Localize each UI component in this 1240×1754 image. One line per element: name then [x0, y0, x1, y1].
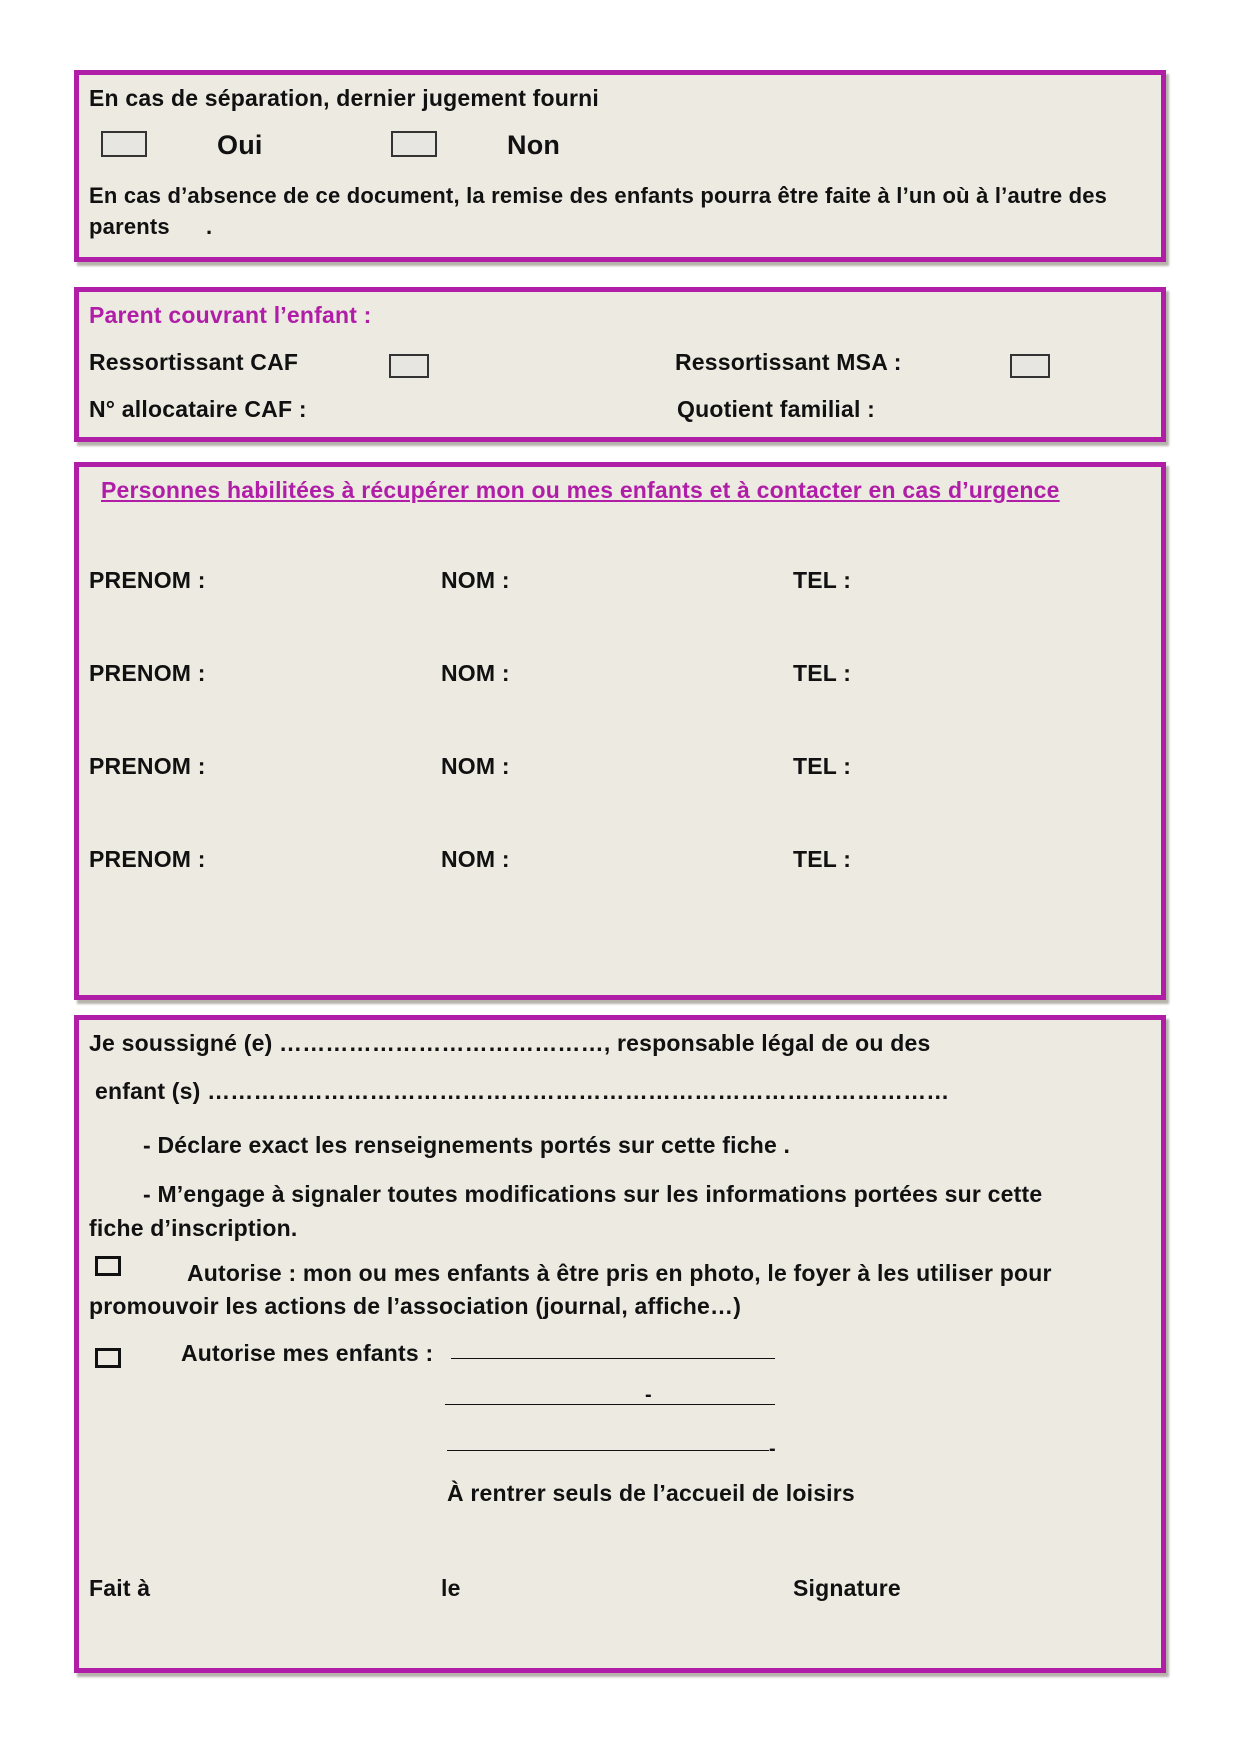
oui-label: Oui — [217, 130, 263, 160]
line-dash: - — [645, 1384, 652, 1406]
quotient-label: Quotient familial : — [677, 396, 876, 422]
prenom-label: PRENOM : — [89, 660, 206, 686]
tel-label: TEL : — [793, 660, 852, 686]
separation-note-line1: En cas d’absence de ce document, la remise des enfants pourra être faite à l’un où à l’autre des — [89, 183, 1108, 208]
msa-checkbox[interactable] — [1010, 354, 1050, 378]
soussigne-line: Je soussigné (e) ……………………………………, responsable légal de ou des — [89, 1030, 931, 1056]
prenom-label: PRENOM : — [89, 567, 206, 593]
date-label: le — [441, 1575, 461, 1601]
separation-note-dot: . — [206, 214, 213, 239]
enfants-line: enfant (s) …………………………………………………………………………………… — [95, 1078, 950, 1104]
non-checkbox[interactable] — [391, 131, 437, 157]
separation-note-line2: parents — [89, 214, 170, 239]
non-label: Non — [507, 130, 561, 160]
caf-label: Ressortissant CAF — [89, 349, 299, 375]
engage-line1: - M’engage à signaler toutes modifications sur les informations portées sur cette — [143, 1181, 1043, 1207]
caf-checkbox[interactable] — [389, 354, 429, 378]
oui-checkbox[interactable] — [101, 131, 147, 157]
nom-label: NOM : — [441, 660, 510, 686]
contacts-section — [74, 462, 1166, 1000]
declaration-section — [74, 1015, 1166, 1673]
line-dash: - — [769, 1438, 776, 1460]
tel-label: TEL : — [793, 567, 852, 593]
nom-label: NOM : — [441, 846, 510, 872]
autorise-label: Autorise mes enfants : — [181, 1340, 434, 1366]
nom-label: NOM : — [441, 567, 510, 593]
engage-line2: fiche d’inscription. — [89, 1215, 298, 1241]
photo-line2: promouvoir les actions de l’association (journal, affiche…) — [89, 1293, 742, 1319]
signature-label: Signature — [793, 1575, 901, 1601]
separation-section — [74, 70, 1166, 262]
prenom-label: PRENOM : — [89, 846, 206, 872]
declare-line: - Déclare exact les renseignements portés sur cette fiche . — [143, 1132, 791, 1158]
autorise-answer-line-3[interactable] — [447, 1450, 769, 1451]
rentrer-label: À rentrer seuls de l’accueil de loisirs — [447, 1480, 855, 1506]
tel-label: TEL : — [793, 753, 852, 779]
photo-checkbox[interactable] — [95, 1256, 121, 1276]
allocataire-label: N° allocataire CAF : — [89, 396, 307, 422]
prenom-label: PRENOM : — [89, 753, 206, 779]
tel-label: TEL : — [793, 846, 852, 872]
autorise-answer-line-2[interactable] — [445, 1404, 775, 1405]
parent-section — [74, 287, 1166, 442]
autorise-answer-line-1[interactable] — [451, 1358, 775, 1359]
fait-a-label: Fait à — [89, 1575, 151, 1601]
parent-title: Parent couvrant l’enfant : — [89, 302, 372, 328]
separation-title: En cas de séparation, dernier jugement fourni — [89, 85, 600, 111]
contacts-title: Personnes habilitées à récupérer mon ou mes enfants et à contacter en cas d’urgence — [101, 477, 1060, 503]
photo-line1: Autorise : mon ou mes enfants à être pris en photo, le foyer à les utiliser pour — [187, 1260, 1052, 1286]
msa-label: Ressortissant MSA : — [675, 349, 902, 375]
autorise-checkbox[interactable] — [95, 1348, 121, 1368]
nom-label: NOM : — [441, 753, 510, 779]
